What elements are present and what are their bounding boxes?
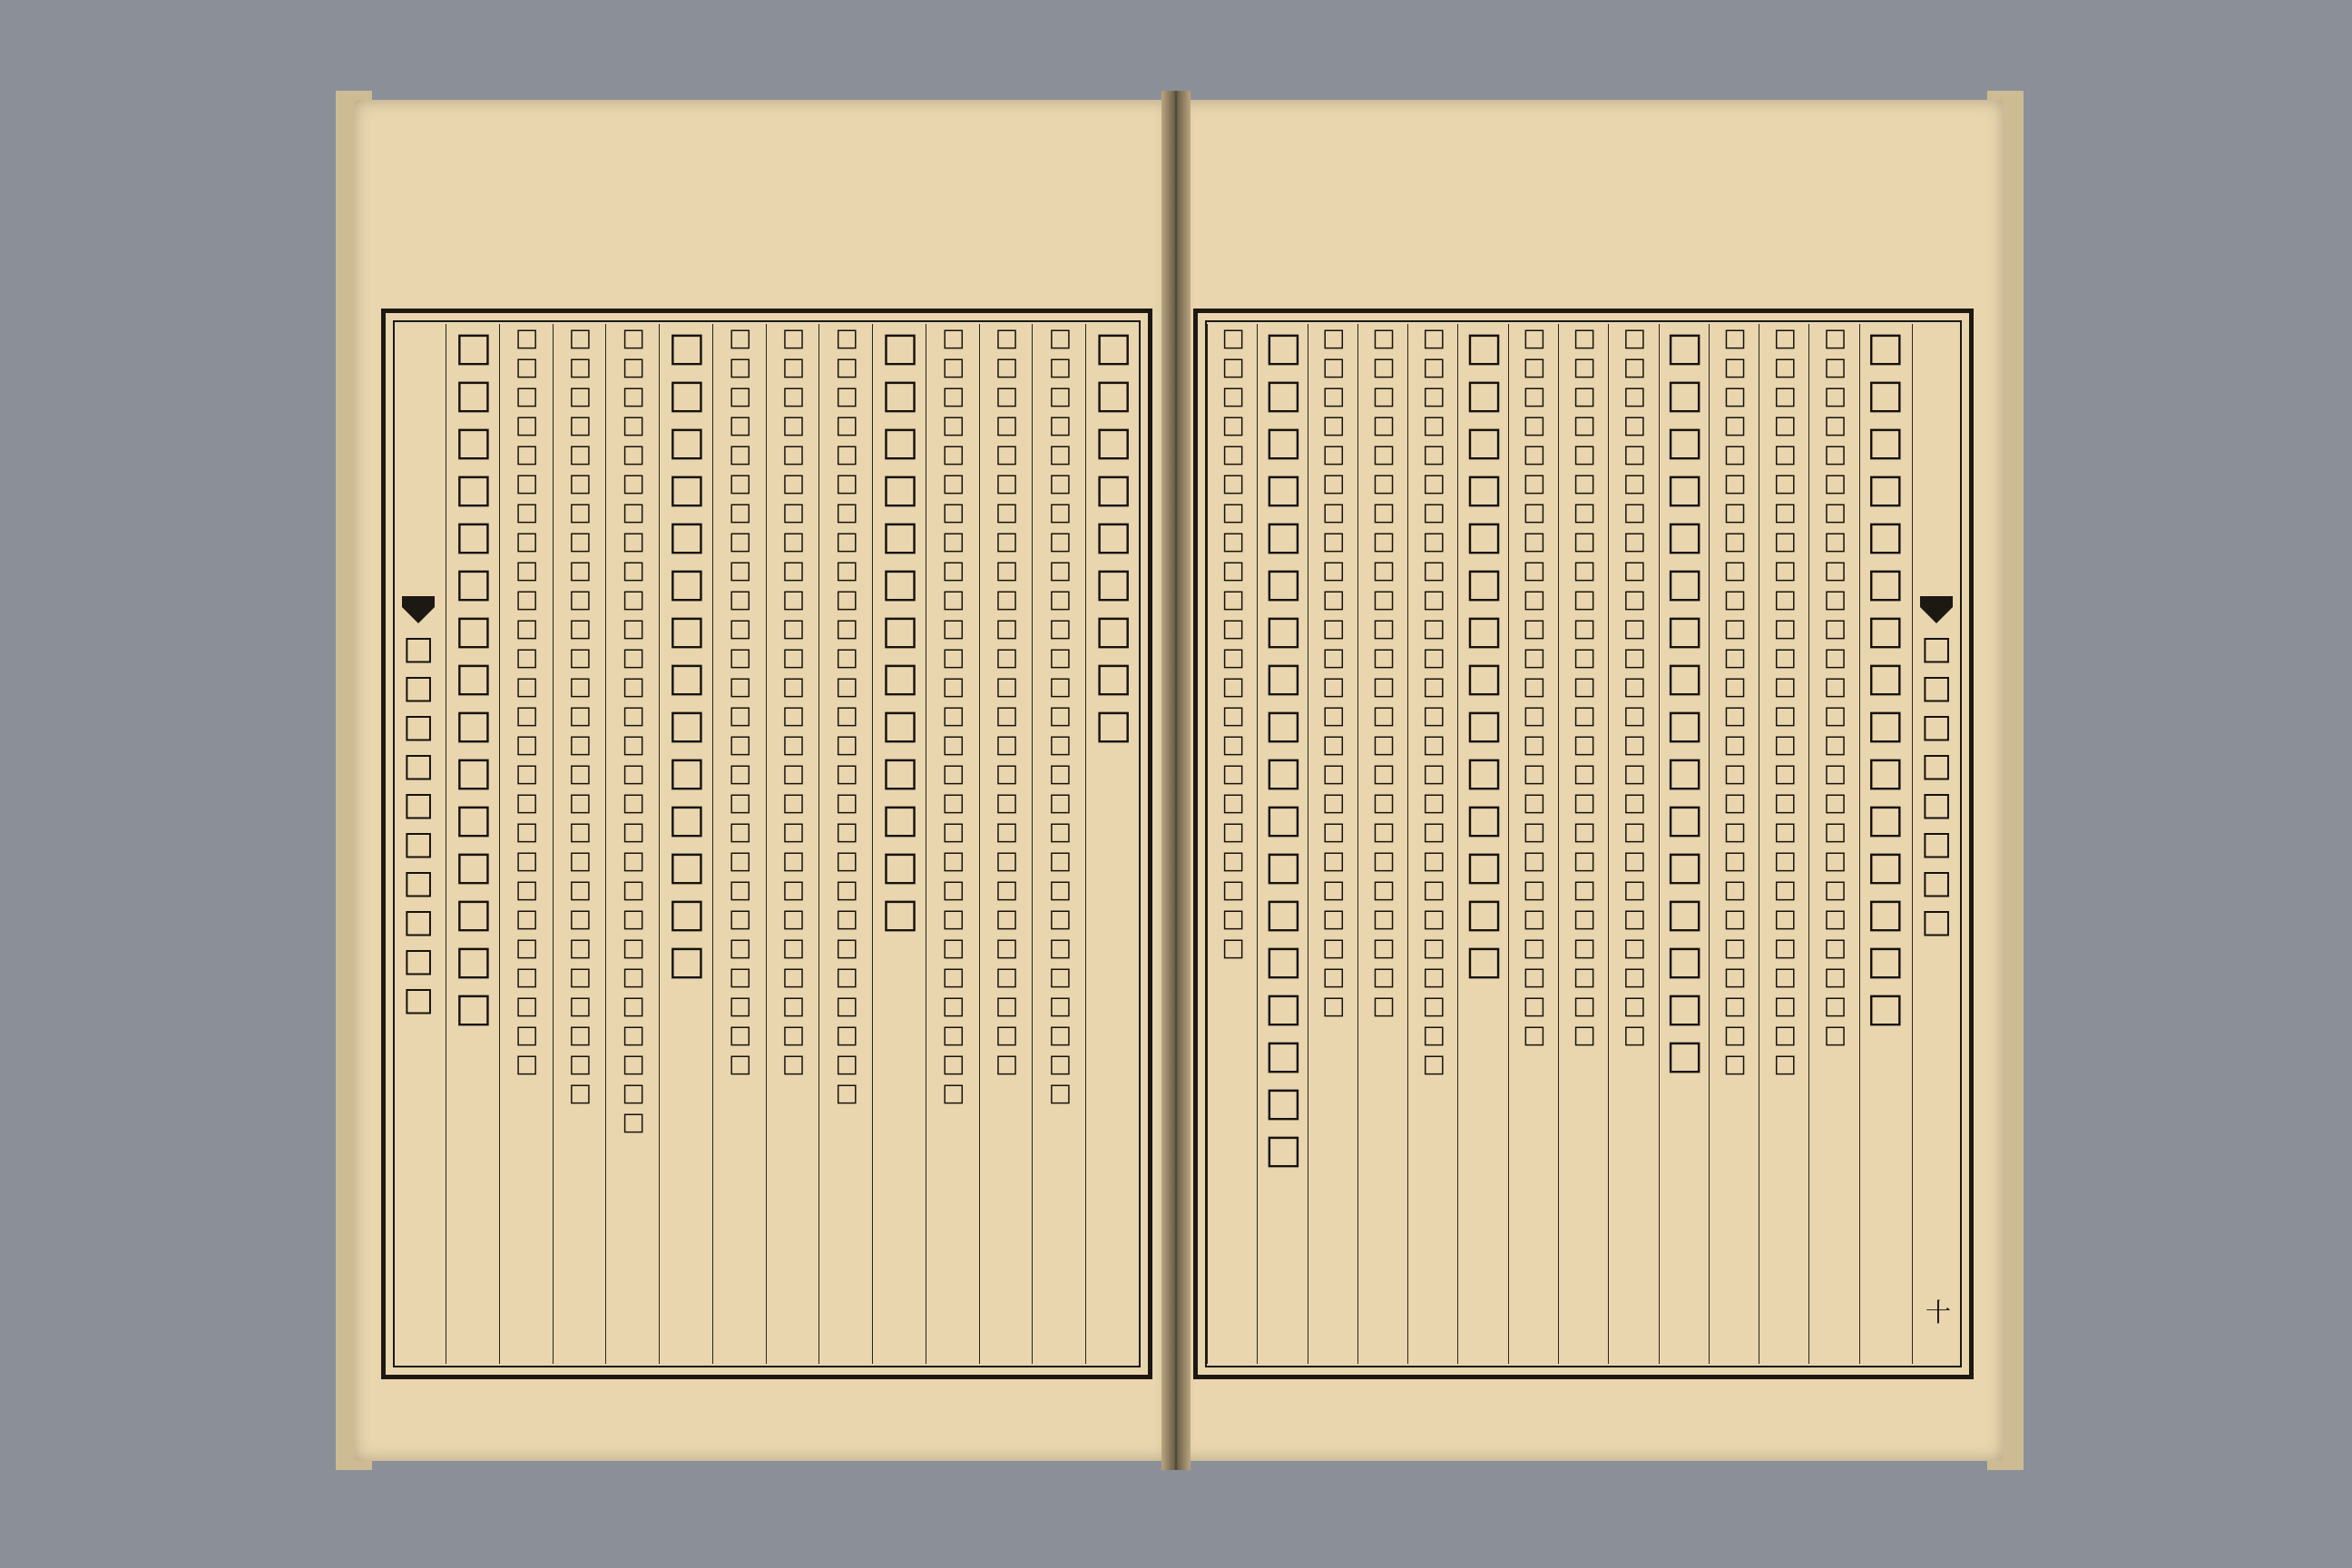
column-text: □□□□□□□□□□□□□□□□□□ (1259, 324, 1307, 1173)
main-text-column (446, 324, 500, 1364)
fish-tail-icon (1920, 596, 1953, 623)
column-text: □□□□□□□□□□□□□□□□□□□□□□□□ (1319, 324, 1348, 1021)
commentary-column (1508, 324, 1559, 1364)
column-text: □□□□□□□□□□□□□□□□□□□□□□□□□□ (726, 324, 755, 1079)
commentary-column (1608, 324, 1659, 1364)
page-number: 十 (1925, 1298, 1951, 1328)
column-text: □□□□□□□□□□□□□□□□□□□□□□□□□□□ (939, 324, 968, 1108)
main-text-column (1457, 324, 1508, 1364)
commentary-column (979, 324, 1034, 1364)
main-text-column (1257, 324, 1308, 1364)
right-text-frame (1193, 309, 1974, 1379)
main-text-column (1085, 324, 1140, 1364)
column-text: □□□□□□□□□□□□□□ (663, 324, 710, 985)
main-text-column (1859, 324, 1910, 1364)
left-margin-title: □□□□□□□□□□ (395, 324, 442, 1364)
column-text: □□□□□□□□□□□□□□□□□□□□□□□□□□ (779, 324, 808, 1079)
column-text: □□□□□□□□□□□□□□□□□□□□□□□□□□ (993, 324, 1022, 1079)
column-text: □□□□□□□□□□□□□□□□□□□□□□□□□□ (1770, 324, 1799, 1079)
commentary-column (766, 324, 820, 1364)
commentary-column (499, 324, 554, 1364)
commentary-column (1808, 324, 1859, 1364)
column-text: □□□□□□□□□□□□□□□□□□□□□□□□□ (1821, 324, 1850, 1050)
main-text-column (1659, 324, 1710, 1364)
column-text: □□□□□□□□□□□□□□□□□□□□□□□□□□□ (832, 324, 861, 1108)
right-margin-title: □□□□□□□□ (1912, 324, 1960, 1364)
column-text: □□□□□□□□□□□□□□□□□□□□□□□□□□ (1720, 324, 1749, 1079)
column-text: □□□□□□□□□□□□□□□□□□□□□□□□ (1369, 324, 1398, 1021)
commentary-column (1558, 324, 1609, 1364)
column-text: □□□□□□□□□□□□□□□□□□□□□□□□□□□ (1045, 324, 1074, 1108)
commentary-column (1357, 324, 1408, 1364)
column-text: □□□□□□□□□□□□□□ (1461, 324, 1508, 985)
commentary-column (926, 324, 980, 1364)
commentary-column (712, 324, 767, 1364)
fish-tail-icon (402, 596, 435, 623)
column-text: □□□□□□□□□□□□□□□□□□□□□□ (1219, 324, 1248, 963)
commentary-column (1709, 324, 1759, 1364)
commentary-column (553, 324, 607, 1364)
main-text-column (659, 324, 713, 1364)
column-text: □□□□□□□□□□□□□□□□□□□□□□□□□□ (513, 324, 542, 1079)
column-text: □□□□□□□□□□□□□□□□□□□□□□□□□ (1520, 324, 1549, 1050)
commentary-column (1207, 324, 1258, 1364)
column-text: □□□□□□□□□□□□□□□□□□□□□□□□□ (1570, 324, 1599, 1050)
commentary-column (1308, 324, 1358, 1364)
commentary-column (818, 324, 873, 1364)
commentary-column (1759, 324, 1809, 1364)
column-text: □□□□□□□□□□□□□□□□□□□□□□□□□□ (1419, 324, 1448, 1079)
column-text: □□□□□□□□□□□□□□□□□□□□□□□□□□□□ (619, 324, 648, 1137)
book-gutter (1161, 91, 1191, 1470)
main-text-column (872, 324, 926, 1364)
column-text: □□□□□□□□□□□□□□□□ (1661, 324, 1709, 1079)
commentary-column (605, 324, 660, 1364)
column-text: □□□□□□□□□ (1090, 324, 1137, 749)
column-text: □□□□□□□□□□□□□□□ (1862, 324, 1909, 1032)
left-text-frame (381, 309, 1152, 1379)
column-text: □□□□□□□□□□□□□□□ (450, 324, 497, 1032)
column-text: □□□□□□□□□□□□□□□□□□□□□□□□□□□ (565, 324, 594, 1108)
commentary-column (1032, 324, 1086, 1364)
column-text: □□□□□□□□□□□□□ (877, 324, 924, 937)
commentary-column (1407, 324, 1458, 1364)
column-text: □□□□□□□□□□□□□□□□□□□□□□□□□ (1620, 324, 1649, 1050)
